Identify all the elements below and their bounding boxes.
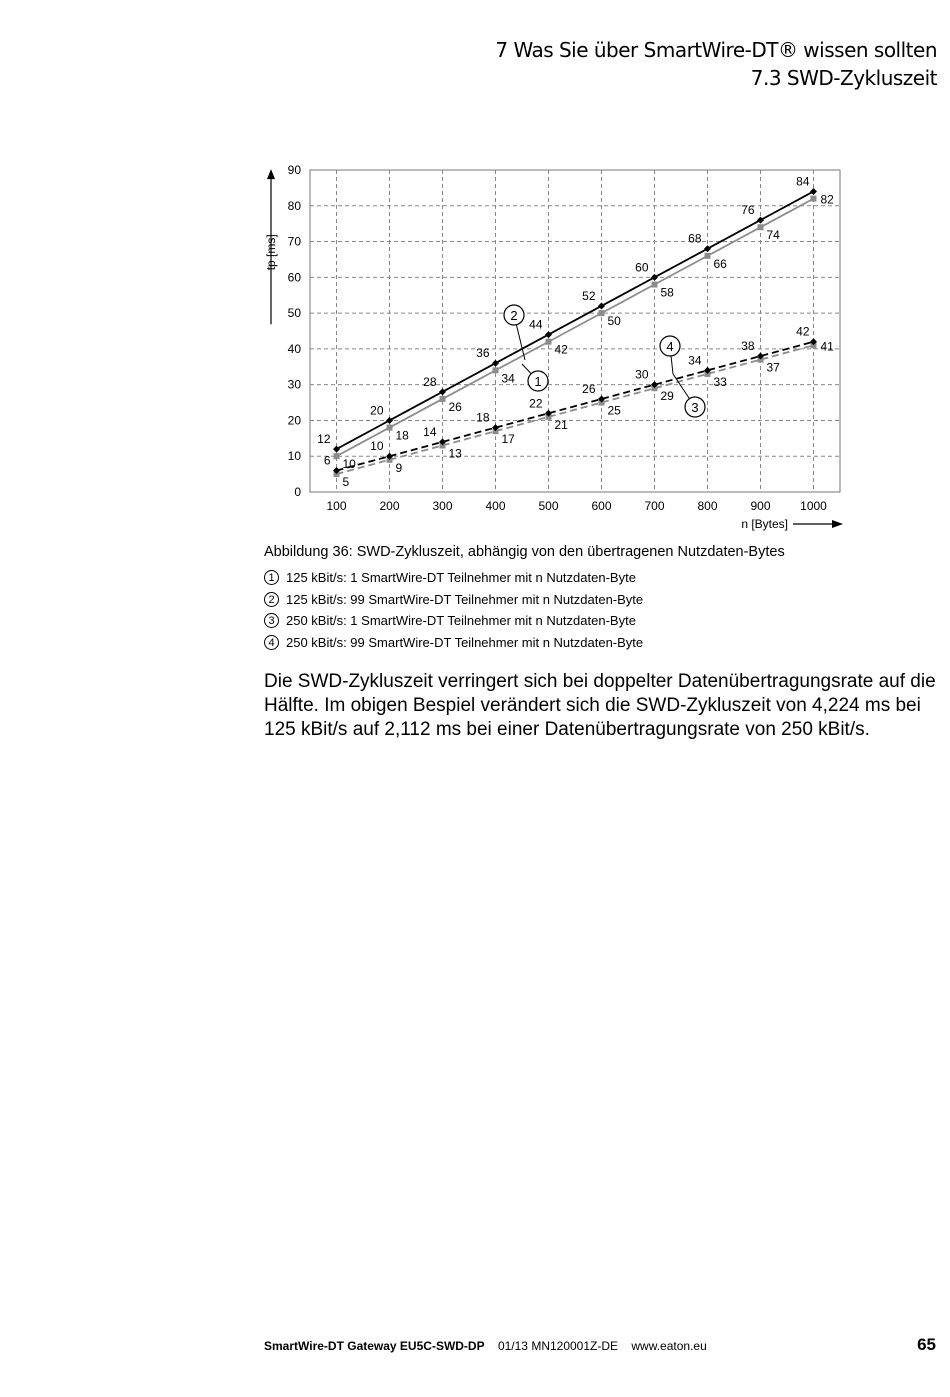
x-tick-label: 1000 [800, 499, 827, 513]
data-label: 84 [796, 174, 810, 189]
data-point [598, 302, 605, 309]
legend-marker: 2 [264, 592, 279, 607]
data-point [758, 224, 764, 230]
data-label: 21 [554, 417, 568, 432]
data-label: 36 [476, 346, 490, 361]
data-label: 14 [423, 424, 437, 439]
x-tick-label: 700 [644, 499, 665, 513]
y-tick-label: 70 [287, 234, 301, 249]
data-label: 26 [448, 399, 462, 414]
data-label: 82 [820, 192, 834, 207]
data-label: 38 [741, 339, 755, 354]
data-label: 5 [342, 475, 350, 490]
data-label: 18 [395, 428, 409, 443]
footer-doc-number: 01/13 MN120001Z-DE [497, 1339, 619, 1353]
x-tick-label: 600 [591, 499, 612, 513]
y-tick-label: 50 [287, 306, 301, 321]
data-point [387, 425, 393, 431]
page-number: 65 [917, 1335, 936, 1354]
y-tick-label: 10 [287, 449, 301, 464]
legend-item [264, 567, 643, 589]
data-point [757, 217, 764, 224]
data-label: 74 [766, 228, 780, 243]
callout-number: 4 [666, 339, 674, 354]
data-label: 25 [607, 403, 621, 418]
data-label: 6 [323, 453, 331, 468]
y-tick-label: 80 [287, 198, 301, 213]
data-label: 76 [741, 203, 755, 218]
data-point [599, 310, 605, 316]
data-label: 22 [529, 396, 543, 411]
data-label: 42 [554, 342, 568, 357]
data-label: 20 [370, 403, 384, 418]
series-line [337, 199, 814, 457]
data-point [546, 339, 552, 345]
x-tick-label: 900 [750, 499, 771, 513]
data-point [705, 253, 711, 259]
y-tick-label: 0 [294, 485, 301, 499]
x-tick-label: 300 [432, 499, 453, 513]
data-label: 28 [423, 374, 437, 389]
x-tick-label: 500 [538, 499, 559, 513]
x-tick-label: 100 [326, 499, 347, 513]
data-label: 10 [370, 439, 384, 454]
legend-text: 125 kBit/s: 99 SmartWire-DT Teilnehmer mit n Nutzdaten-Byte [286, 591, 644, 607]
callout-number: 2 [510, 308, 518, 323]
legend-marker: 3 [264, 613, 279, 628]
data-label: 37 [766, 360, 780, 375]
legend-item [264, 589, 643, 611]
x-tick-label: 200 [379, 499, 400, 513]
legend-item [264, 610, 643, 632]
footer-product: SmartWire-DT Gateway EU5C-SWD-DP [264, 1339, 485, 1353]
data-label: 26 [582, 381, 596, 396]
data-point [811, 196, 817, 202]
y-tick-label: 20 [287, 413, 301, 428]
data-point [651, 274, 658, 281]
legend-marker: 4 [264, 635, 279, 650]
page-footer [264, 1339, 717, 1353]
data-point [333, 446, 340, 453]
callout-number: 3 [691, 400, 699, 415]
x-tick-label: 400 [485, 499, 506, 513]
y-tick-label: 60 [287, 270, 301, 285]
y-tick-label: 90 [287, 163, 301, 177]
data-label: 44 [529, 317, 543, 332]
data-label: 30 [635, 367, 649, 382]
data-label: 34 [501, 371, 515, 386]
data-point [704, 245, 711, 252]
data-label: 58 [660, 285, 674, 300]
legend-item [264, 632, 643, 654]
chapter-title: 7 Was Sie über SmartWire-DT® wissen sollten [495, 38, 937, 62]
y-tick-label: 30 [287, 377, 301, 392]
data-label: 68 [688, 231, 702, 246]
figure-caption: Abbildung 36: SWD-Zykluszeit, abhängig von den übertragenen Nutzdaten-Bytes [264, 544, 785, 560]
data-label: 66 [713, 256, 727, 271]
data-point [810, 188, 817, 195]
cycle-time-chart [240, 150, 860, 540]
data-label: 18 [476, 410, 490, 425]
legend-text: 125 kBit/s: 1 SmartWire-DT Teilnehmer mit n Nutzdaten-Byte [286, 570, 636, 586]
data-label: 9 [395, 460, 403, 475]
legend-marker: 1 [264, 570, 279, 585]
data-label: 17 [501, 432, 515, 447]
data-label: 52 [582, 288, 596, 303]
data-point [334, 453, 340, 459]
data-point [386, 417, 393, 424]
data-label: 29 [660, 389, 674, 404]
figure-legend [264, 567, 643, 653]
body-paragraph: Die SWD-Zykluszeit verringert sich bei doppelter Datenübertragungsrate auf die Hälfte. Im obigen Bespiel verändert sich die SWD-Zykluszeit von 4,224 ms bei 125 kBit/s auf 2,112 ms bei einer Datenübertragungsrate von 250 kBit/s. [264, 671, 936, 740]
callout-number: 1 [534, 374, 542, 389]
data-label: 60 [635, 260, 649, 275]
legend-text: 250 kBit/s: 1 SmartWire-DT Teilnehmer mit n Nutzdaten-Byte [286, 613, 636, 629]
data-label: 10 [342, 457, 356, 472]
data-point [545, 331, 552, 338]
data-label: 50 [607, 314, 621, 329]
x-axis-label: n [Bytes] [741, 517, 788, 531]
section-title: 7.3 SWD-Zykluszeit [750, 66, 937, 90]
data-point [440, 396, 446, 402]
data-label: 34 [688, 353, 702, 368]
data-label: 42 [796, 324, 810, 339]
data-point [493, 367, 499, 373]
data-point [492, 360, 499, 367]
y-axis-arrow-head [267, 169, 275, 179]
data-label: 12 [317, 432, 331, 447]
data-point [439, 388, 446, 395]
legend-text: 250 kBit/s: 99 SmartWire-DT Teilnehmer mit n Nutzdaten-Byte [286, 634, 644, 650]
data-label: 33 [713, 374, 727, 389]
x-tick-label: 800 [697, 499, 718, 513]
footer-url[interactable]: www.eaton.eu [631, 1339, 707, 1353]
data-label: 13 [448, 446, 462, 461]
data-label: 41 [820, 339, 834, 354]
y-axis-label: tp [ms] [264, 234, 278, 271]
x-axis-arrow-head [832, 520, 843, 528]
data-point [652, 281, 658, 287]
series-line [337, 342, 814, 471]
y-tick-label: 40 [287, 341, 301, 356]
